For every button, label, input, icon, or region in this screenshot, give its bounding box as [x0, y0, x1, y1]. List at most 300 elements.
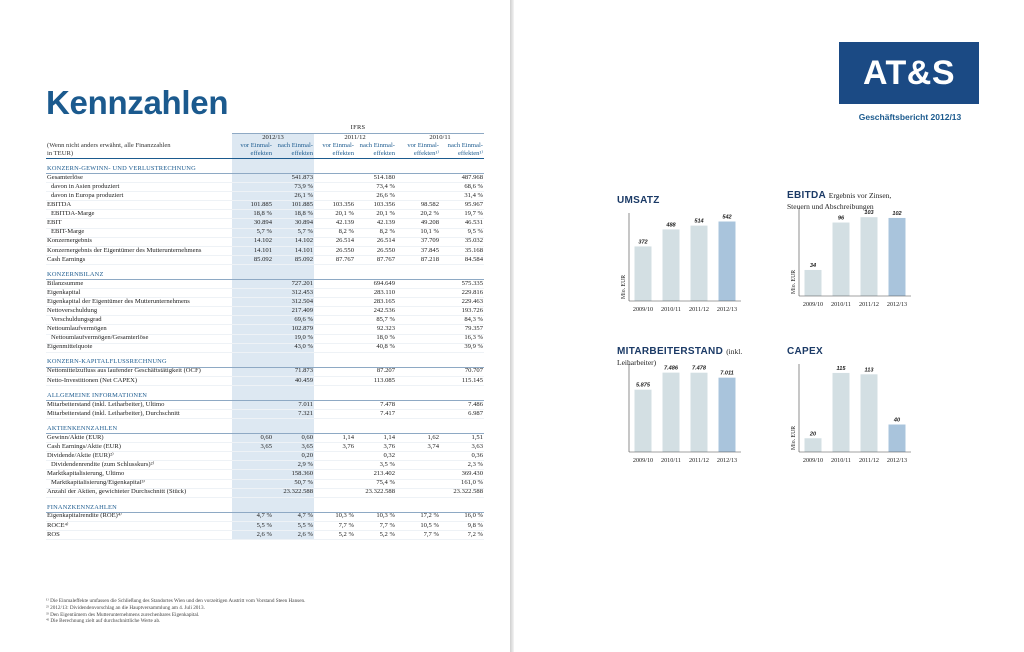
table-row	[46, 452, 484, 461]
cell-value: 1,51	[440, 434, 484, 443]
cell-value: 369.430	[440, 470, 484, 479]
cell-value	[314, 479, 355, 488]
cell-value: 30.894	[232, 219, 273, 228]
cell-value: 10,5 %	[396, 521, 440, 530]
cell-value: 3,65	[232, 443, 273, 452]
cell-value: 79.357	[440, 325, 484, 334]
section-title: KONZERN-GEWINN- UND VERLUSTRECHNUNG	[46, 159, 232, 174]
cell-value: 101.885	[232, 201, 273, 210]
row-label: Konzernergebnis	[46, 237, 232, 246]
data-label: 113	[864, 367, 874, 374]
cell-value: 73,4 %	[355, 183, 396, 192]
cell-value	[232, 400, 273, 409]
cell-value	[232, 409, 273, 418]
chart-subtitle: Steuern und Abschreibungen	[787, 202, 874, 211]
cell-value: 3,74	[396, 443, 440, 452]
row-label: Cash Earnings	[46, 255, 232, 264]
cell-value	[314, 343, 355, 352]
row-label: Mitarbeiterstand (inkl. Leiharbeiter), Ultimo	[46, 400, 232, 409]
cell-value: 9,5 %	[440, 228, 484, 237]
chart-title: UMSATZ	[617, 195, 660, 206]
category-label: 2011/12	[858, 301, 880, 308]
cell-value: 42.139	[314, 219, 355, 228]
row-label: Nettoverschuldung	[46, 307, 232, 316]
footnotes	[46, 598, 486, 625]
cell-value: 7.478	[355, 400, 396, 409]
table-row	[46, 343, 484, 352]
cell-value: 98.582	[396, 201, 440, 210]
section-header	[46, 419, 484, 434]
cell-value: 0,20	[273, 452, 314, 461]
cell-value: 575.335	[440, 279, 484, 288]
cell-value: 514.180	[355, 174, 396, 183]
cell-value	[396, 289, 440, 298]
data-label: 372	[638, 239, 648, 246]
cell-value: 20,2 %	[396, 210, 440, 219]
page-title: Kennzahlen	[46, 84, 229, 121]
cell-value	[232, 376, 273, 385]
section-title: ALLGEMEINE INFORMATIONEN	[46, 385, 232, 400]
cell-value: 16,3 %	[440, 334, 484, 343]
cell-value: 26.550	[314, 246, 355, 255]
table-row	[46, 400, 484, 409]
row-label: Gewinn/Aktie (EUR)	[46, 434, 232, 443]
cell-value: 7,7 %	[355, 521, 396, 530]
cell-value: 7,2 %	[440, 530, 484, 539]
cell-value: 71.873	[273, 367, 314, 376]
table-row	[46, 530, 484, 539]
bar	[691, 373, 708, 452]
cell-value: 2,9 %	[273, 461, 314, 470]
row-label: EBITDA-Marge	[46, 210, 232, 219]
chart-title: MITARBEITERSTAND	[617, 346, 724, 357]
cell-value: 87.767	[355, 255, 396, 264]
cell-value: 213.402	[355, 470, 396, 479]
cell-value: 5,5 %	[273, 521, 314, 530]
y-axis-label: Mio. EUR	[791, 425, 797, 450]
category-label: 2012/13	[886, 301, 908, 308]
bar	[719, 222, 736, 301]
section-header	[46, 497, 484, 512]
cell-value: 0,36	[440, 452, 484, 461]
cell-value: 7.321	[273, 409, 314, 418]
table-row	[46, 174, 484, 183]
bar	[691, 226, 708, 301]
row-label: Eigenmittelquote	[46, 343, 232, 352]
table-row	[46, 434, 484, 443]
cell-value	[314, 279, 355, 288]
table-row	[46, 461, 484, 470]
cell-value: 103.356	[314, 201, 355, 210]
cell-value	[314, 452, 355, 461]
cell-value: 46.531	[440, 219, 484, 228]
col-header: effekten	[355, 150, 396, 159]
section-header	[46, 264, 484, 279]
cell-value: 14.102	[273, 237, 314, 246]
row-label: Bilanzsumme	[46, 279, 232, 288]
cell-value: 50,7 %	[273, 479, 314, 488]
cell-value: 158.360	[273, 470, 314, 479]
cell-value: 40.459	[273, 376, 314, 385]
cell-value: 92.323	[355, 325, 396, 334]
data-label: 542	[722, 214, 732, 221]
cell-value: 18,8 %	[232, 210, 273, 219]
footnote: ¹⁾ Die Einmaleffekte umfassen die Schließung des Standortes Wien und den vorzeitigen Austritt vom Vorstand Steen Hansen.	[46, 598, 306, 604]
cell-value	[232, 488, 273, 497]
cell-value: 85,7 %	[355, 316, 396, 325]
table-row	[46, 325, 484, 334]
cell-value	[396, 400, 440, 409]
cell-value	[396, 334, 440, 343]
col-header: vor Einmal-	[322, 142, 354, 149]
bar	[833, 373, 850, 452]
cell-value: 7.417	[355, 409, 396, 418]
section-title: KONZERN-KAPITALFLUSSRECHNUNG	[46, 352, 232, 367]
cell-value	[314, 367, 355, 376]
table-row	[46, 334, 484, 343]
cell-value: 10,3 %	[314, 512, 355, 521]
cell-value	[314, 298, 355, 307]
row-label: EBIT	[46, 219, 232, 228]
cell-value: 3,65	[273, 443, 314, 452]
cell-value: 26.514	[355, 237, 396, 246]
cell-value	[232, 174, 273, 183]
row-label: Nettoumlaufvermögen	[46, 325, 232, 334]
data-label: 7.478	[692, 365, 706, 372]
cell-value: 10,3 %	[355, 512, 396, 521]
row-label: Nettomittelzufluss aus laufender Geschäftstätigkeit (OCF)	[46, 367, 232, 376]
cell-value: 5,2 %	[314, 530, 355, 539]
cell-value: 26.550	[355, 246, 396, 255]
row-label: EBITDA	[46, 201, 232, 210]
report-title: Geschäftsbericht 2012/13	[858, 112, 962, 122]
category-label: 2011/12	[858, 457, 880, 464]
cell-value	[396, 367, 440, 376]
cell-value	[314, 289, 355, 298]
cell-value: 49.208	[396, 219, 440, 228]
cell-value	[314, 174, 355, 183]
cell-value	[314, 470, 355, 479]
cell-value	[232, 279, 273, 288]
cell-value: 39,9 %	[440, 343, 484, 352]
cell-value: 26,1 %	[273, 192, 314, 201]
cell-value	[314, 183, 355, 192]
cell-value: 19,7 %	[440, 210, 484, 219]
table-row	[46, 228, 484, 237]
capex-chart	[787, 346, 947, 471]
umsatz-chart	[617, 195, 777, 320]
category-label: 2012/13	[886, 457, 908, 464]
cell-value: 84,3 %	[440, 316, 484, 325]
cell-value: 70.707	[440, 367, 484, 376]
cell-value	[396, 174, 440, 183]
cell-value	[314, 307, 355, 316]
cell-value	[396, 325, 440, 334]
category-label: 2012/13	[716, 306, 738, 313]
bar	[663, 229, 680, 301]
table-row	[46, 376, 484, 385]
cell-value: 35.032	[440, 237, 484, 246]
category-label: 2009/10	[802, 457, 824, 464]
cell-value	[396, 461, 440, 470]
bar	[805, 438, 822, 452]
cell-value: 101.885	[273, 201, 314, 210]
bar	[719, 378, 736, 452]
data-label: 96	[837, 215, 845, 222]
category-label: 2010/11	[660, 306, 682, 313]
cell-value: 3,76	[355, 443, 396, 452]
row-label: Marktkapitalisierung, Ultimo	[46, 470, 232, 479]
cell-value	[232, 298, 273, 307]
cell-value: 1,62	[396, 434, 440, 443]
col-header: effekten¹⁾	[396, 150, 440, 159]
cell-value: 7.011	[273, 400, 314, 409]
row-label: Dividendenrendite (zum Schlusskurs)²⁾	[46, 461, 232, 470]
table-row	[46, 316, 484, 325]
row-label: Konzernergebnis der Eigentümer des Mutterunternehmens	[46, 246, 232, 255]
cell-value: 31,4 %	[440, 192, 484, 201]
cell-value	[232, 334, 273, 343]
cell-value	[396, 409, 440, 418]
data-label: 34	[809, 262, 817, 269]
cell-value: 8,2 %	[314, 228, 355, 237]
cell-value: 113.085	[355, 376, 396, 385]
footnote: ⁴⁾ Die Berechnung zielt auf durchschnittliche Werte ab.	[46, 618, 161, 625]
cell-value	[314, 461, 355, 470]
row-label: Mitarbeiterstand (inkl. Leiharbeiter), Durchschnitt	[46, 409, 232, 418]
bar	[889, 425, 906, 453]
table-row	[46, 443, 484, 452]
cell-value	[396, 298, 440, 307]
table-row	[46, 201, 484, 210]
row-label: Verschuldungsgrad	[46, 316, 232, 325]
cell-value: 4,7 %	[273, 512, 314, 521]
cell-value: 8,2 %	[355, 228, 396, 237]
cell-value: 9,8 %	[440, 521, 484, 530]
cell-value: 7.486	[440, 400, 484, 409]
cell-value	[314, 376, 355, 385]
table-row	[46, 521, 484, 530]
cell-value: 102.879	[273, 325, 314, 334]
cell-value: 4,7 %	[232, 512, 273, 521]
row-label: Cash Earnings/Aktie (EUR)	[46, 443, 232, 452]
cell-value: 193.726	[440, 307, 484, 316]
cell-value	[314, 409, 355, 418]
table-row	[46, 219, 484, 228]
footnote: ²⁾ 2012/13: Dividendenvorschlag an die Hauptversammlung am 4. Juli 2013.	[46, 604, 205, 611]
bar	[861, 374, 878, 452]
table-row	[46, 183, 484, 192]
bar	[889, 218, 906, 296]
year-header: 2011/12	[314, 134, 396, 143]
row-label: Anzahl der Aktien, gewichteter Durchschnitt (Stück)	[46, 488, 232, 497]
cell-value: 312.453	[273, 289, 314, 298]
unit-note: in TEUR)	[46, 150, 232, 159]
row-label: davon in Europa produziert	[46, 192, 232, 201]
cell-value: 87.218	[396, 255, 440, 264]
cell-value: 23.322.588	[440, 488, 484, 497]
cell-value: 229.463	[440, 298, 484, 307]
col-header: nach Einmal-	[359, 142, 395, 149]
cell-value	[314, 488, 355, 497]
chart-title: EBITDA	[787, 190, 826, 201]
cell-value: 14.101	[273, 246, 314, 255]
cell-value: 20,1 %	[314, 210, 355, 219]
cell-value: 30.894	[273, 219, 314, 228]
cell-value	[232, 367, 273, 376]
cell-value: 0,32	[355, 452, 396, 461]
cell-value: 68,6 %	[440, 183, 484, 192]
cell-value: 3,5 %	[355, 461, 396, 470]
cell-value: 26,6 %	[355, 192, 396, 201]
table-row	[46, 512, 484, 521]
cell-value: 17,2 %	[396, 512, 440, 521]
cell-value: 312.504	[273, 298, 314, 307]
cell-value: 7,7 %	[314, 521, 355, 530]
cell-value	[396, 316, 440, 325]
cell-value: 26.514	[314, 237, 355, 246]
table-row	[46, 479, 484, 488]
section-header	[46, 352, 484, 367]
cell-value: 43,0 %	[273, 343, 314, 352]
bar	[833, 223, 850, 296]
row-label: ROS	[46, 530, 232, 539]
cell-value: 7,7 %	[396, 530, 440, 539]
cell-value: 1,14	[355, 434, 396, 443]
cell-value	[314, 400, 355, 409]
bar	[635, 390, 652, 452]
cell-value: 694.649	[355, 279, 396, 288]
table-row	[46, 246, 484, 255]
data-label: 7.486	[664, 365, 678, 372]
row-label: Eigenkapital	[46, 289, 232, 298]
row-label: Gesamterlöse	[46, 174, 232, 183]
cell-value: 23.322.588	[273, 488, 314, 497]
cell-value: 487.968	[440, 174, 484, 183]
y-axis-label: Mio. EUR	[791, 269, 797, 294]
data-label: 514	[694, 218, 704, 225]
cell-value: 42.139	[355, 219, 396, 228]
row-label: Dividende/Aktie (EUR)²⁾	[46, 452, 232, 461]
footnote: ³⁾ Den Eigentümern des Mutterunternehmens zurechenbares Eigenkapital.	[46, 611, 200, 618]
col-header: nach Einmal-	[447, 142, 484, 149]
cell-value: 242.536	[355, 307, 396, 316]
ifrs-header: IFRS	[350, 124, 366, 132]
table-row	[46, 210, 484, 219]
cell-value: 69,6 %	[273, 316, 314, 325]
col-header: nach Einmal-	[273, 142, 314, 150]
cell-value	[314, 192, 355, 201]
data-label: 115	[836, 365, 846, 372]
cell-value	[396, 376, 440, 385]
category-label: 2010/11	[660, 457, 682, 464]
right-page	[514, 0, 1024, 652]
cell-value	[232, 316, 273, 325]
cell-value: 37.709	[396, 237, 440, 246]
cell-value: 40,8 %	[355, 343, 396, 352]
cell-value: 5,7 %	[273, 228, 314, 237]
cell-value: 87.207	[355, 367, 396, 376]
cell-value	[396, 343, 440, 352]
cell-value	[232, 183, 273, 192]
chart-svg	[787, 346, 947, 471]
col-header: vor Einmal-	[232, 142, 273, 150]
table-row	[46, 289, 484, 298]
cell-value: 3,76	[314, 443, 355, 452]
table-row	[46, 409, 484, 418]
row-label: Nettoumlaufvermögen/Gesamterlöse	[46, 334, 232, 343]
table-row	[46, 255, 484, 264]
mitarbeiterstand-chart	[617, 346, 777, 471]
category-label: 2010/11	[830, 301, 852, 308]
data-label: 20	[809, 431, 817, 438]
cell-value	[232, 343, 273, 352]
col-header: effekten	[314, 150, 355, 159]
cell-value: 217.409	[273, 307, 314, 316]
category-label: 2009/10	[802, 301, 824, 308]
data-label: 488	[666, 222, 676, 229]
cell-value: 35.168	[440, 246, 484, 255]
cell-value	[396, 192, 440, 201]
cell-value: 73,9 %	[273, 183, 314, 192]
ebitda-chart	[787, 190, 947, 315]
chart-svg	[617, 195, 777, 320]
bar	[805, 270, 822, 296]
category-label: 2012/13	[716, 457, 738, 464]
cell-value: 103.356	[355, 201, 396, 210]
chart-title: CAPEX	[787, 346, 823, 357]
cell-value: 6.987	[440, 409, 484, 418]
row-label: EBIT-Marge	[46, 228, 232, 237]
cell-value: 14.101	[232, 246, 273, 255]
table-row	[46, 192, 484, 201]
row-label: Eigenkapital der Eigentümer des Mutterunternehmens	[46, 298, 232, 307]
cell-value: 20,1 %	[355, 210, 396, 219]
cell-value: 727.201	[273, 279, 314, 288]
cell-value: 283.110	[355, 289, 396, 298]
cell-value	[396, 183, 440, 192]
cell-value: 10,1 %	[396, 228, 440, 237]
category-label: 2011/12	[688, 457, 710, 464]
table-row	[46, 470, 484, 479]
row-label: davon in Asien produziert	[46, 183, 232, 192]
cell-value	[396, 470, 440, 479]
cell-value: 5,2 %	[355, 530, 396, 539]
cell-value: 87.767	[314, 255, 355, 264]
table-row	[46, 298, 484, 307]
cell-value	[232, 289, 273, 298]
cell-value: 37.845	[396, 246, 440, 255]
cell-value	[232, 452, 273, 461]
cell-value: 541.873	[273, 174, 314, 183]
row-label: Marktkapitalisierung/Eigenkapital³⁾	[46, 479, 232, 488]
cell-value	[314, 334, 355, 343]
chart-subtitle: Ergebnis vor Zinsen,	[828, 191, 892, 200]
cell-value	[232, 470, 273, 479]
cell-value	[232, 325, 273, 334]
cell-value: 85.092	[273, 255, 314, 264]
cell-value	[396, 479, 440, 488]
data-label: 5.875	[636, 382, 650, 389]
cell-value	[232, 479, 273, 488]
table-row	[46, 237, 484, 246]
cell-value	[232, 461, 273, 470]
table-row	[46, 307, 484, 316]
cell-value	[396, 488, 440, 497]
cell-value	[396, 307, 440, 316]
table-row	[46, 367, 484, 376]
table-row	[46, 279, 484, 288]
